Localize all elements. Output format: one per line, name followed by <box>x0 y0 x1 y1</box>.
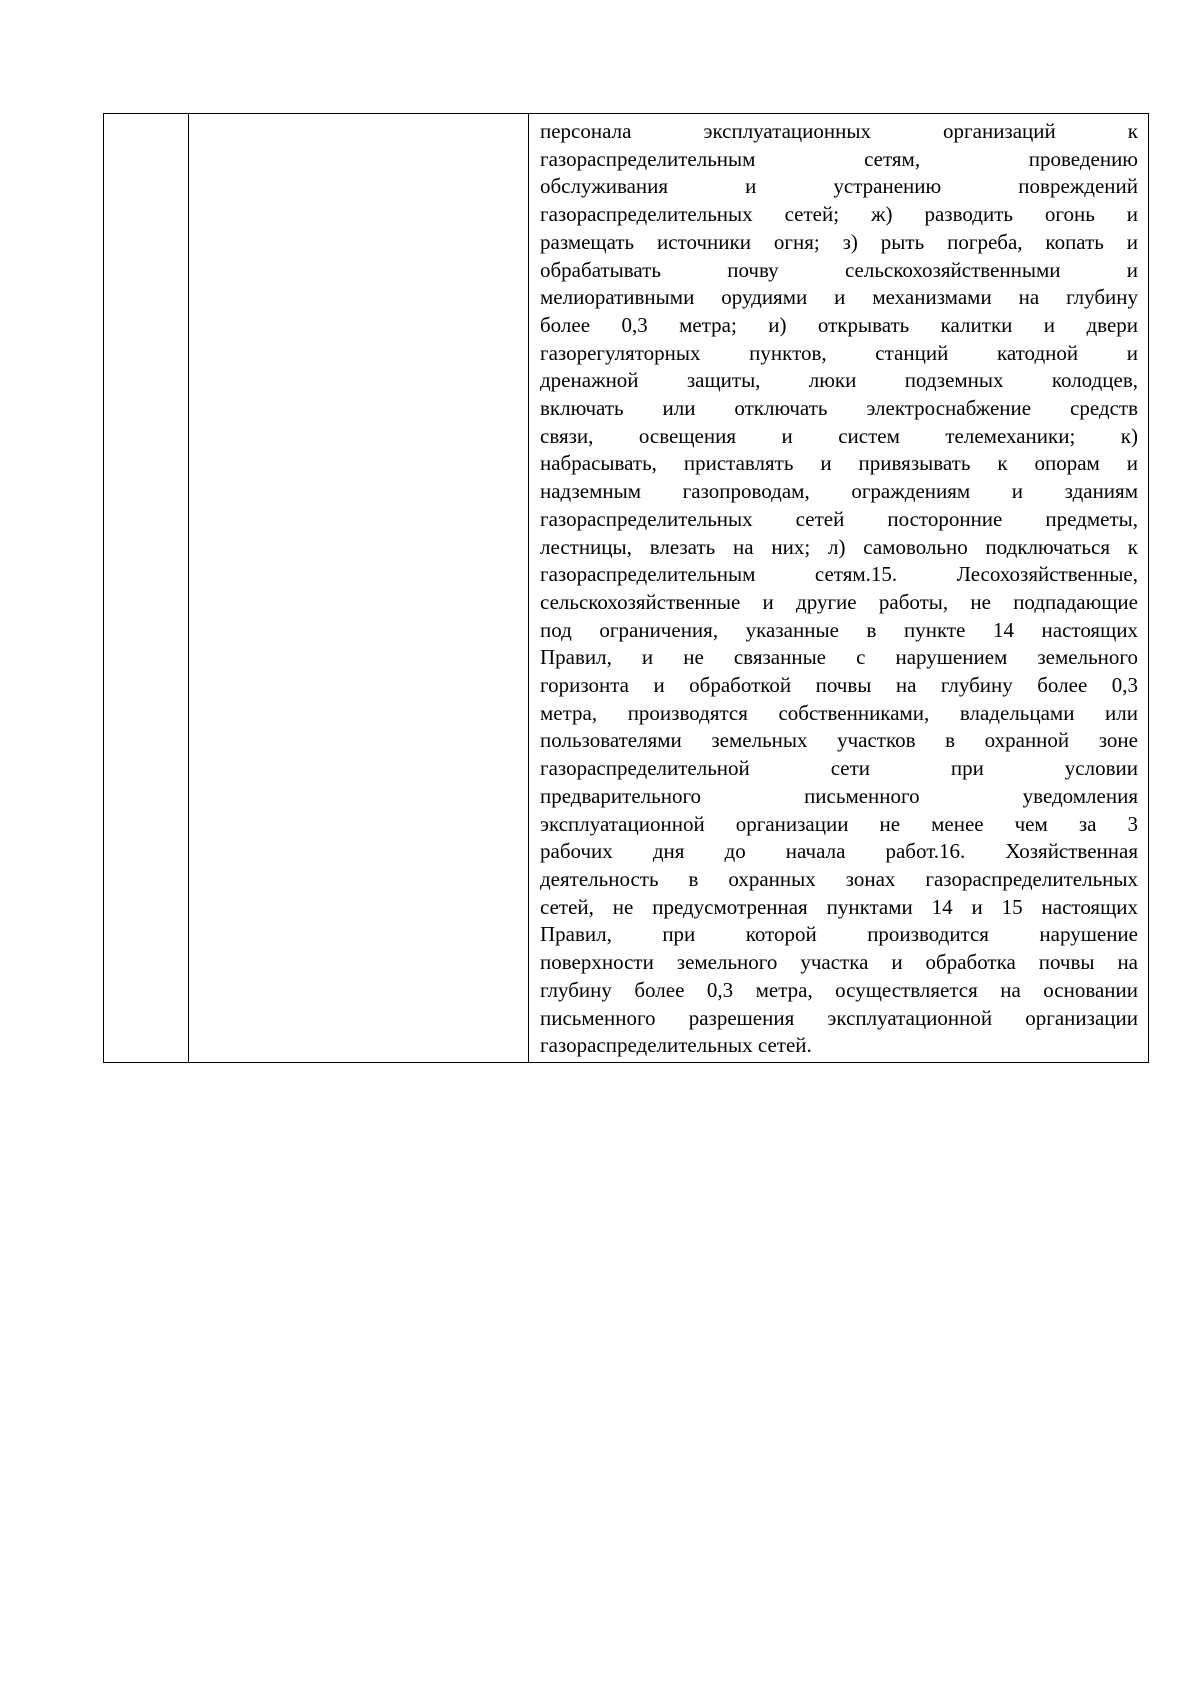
text-line: дренажной защиты, люки подземных колодцев, <box>540 368 1138 393</box>
text-line: обслуживания и устранению повреждений <box>540 174 1138 199</box>
text-line: лестницы, влезать на них; л) самовольно подключаться к <box>540 534 1138 559</box>
text-line: газораспределительным сетям, проведению <box>540 146 1138 171</box>
text-line: под ограничения, указанные в пункте 14 настоящих <box>540 617 1138 642</box>
text-line: персонала эксплуатационных организаций к <box>540 119 1138 143</box>
text-line: набрасывать, приставлять и привязывать к опорам и <box>540 451 1138 476</box>
table-row <box>104 114 1149 1063</box>
text-line: Правил, при которой производится нарушение <box>540 922 1138 947</box>
text-line: размещать источники огня; з) рыть погреба, копать и <box>540 229 1138 254</box>
regulation-text <box>529 114 1148 1062</box>
text-line: газораспределительной сети при условии <box>540 756 1138 781</box>
text-line: сетей, не предусмотренная пунктами 14 и 15 настоящих <box>540 894 1138 919</box>
text-line: более 0,3 метра; и) открывать калитки и двери <box>540 312 1138 337</box>
text-line: Правил, и не связанные с нарушением земельного <box>540 645 1138 670</box>
text-line: сельскохозяйственные и другие работы, не подпадающие <box>540 589 1138 614</box>
text-line: письменного разрешения эксплуатационной организации <box>540 1005 1138 1030</box>
text-line: надземным газопроводам, ограждениям и зданиям <box>540 479 1138 504</box>
name-cell <box>189 114 529 1063</box>
text-line: предварительного письменного уведомления <box>540 783 1138 808</box>
text-line: поверхности земельного участка и обработка почвы на <box>540 950 1138 975</box>
text-line: газораспределительных сетей. <box>540 1033 812 1058</box>
text-line: горизонта и обработкой почвы на глубину более 0,3 <box>540 673 1138 698</box>
text-line: газораспределительных сетей; ж) разводить огонь и <box>540 202 1138 227</box>
document-table <box>103 113 1149 1063</box>
text-line: рабочих дня до начала работ.16. Хозяйственная <box>540 839 1138 864</box>
text-line: связи, освещения и систем телемеханики; к) <box>540 423 1138 448</box>
text-line: пользователями земельных участков в охранной зоне <box>540 728 1138 753</box>
text-line: эксплуатационной организации не менее чем за 3 <box>540 811 1138 836</box>
text-line: обрабатывать почву сельскохозяйственными и <box>540 257 1138 282</box>
number-cell <box>104 114 189 1063</box>
text-line: мелиоративными орудиями и механизмами на глубину <box>540 285 1138 310</box>
text-line: метра, производятся собственниками, владельцами или <box>540 700 1138 725</box>
text-cell <box>529 114 1149 1063</box>
text-line: газораспределительных сетей посторонние предметы, <box>540 506 1138 531</box>
text-line: газораспределительным сетям.15. Лесохозяйственные, <box>540 562 1138 587</box>
text-line: глубину более 0,3 метра, осуществляется на основании <box>540 977 1138 1002</box>
text-line: включать или отключать электроснабжение средств <box>540 396 1138 421</box>
text-line: деятельность в охранных зонах газораспределительных <box>540 866 1138 891</box>
text-line: газорегуляторных пунктов, станций катодной и <box>540 340 1138 365</box>
